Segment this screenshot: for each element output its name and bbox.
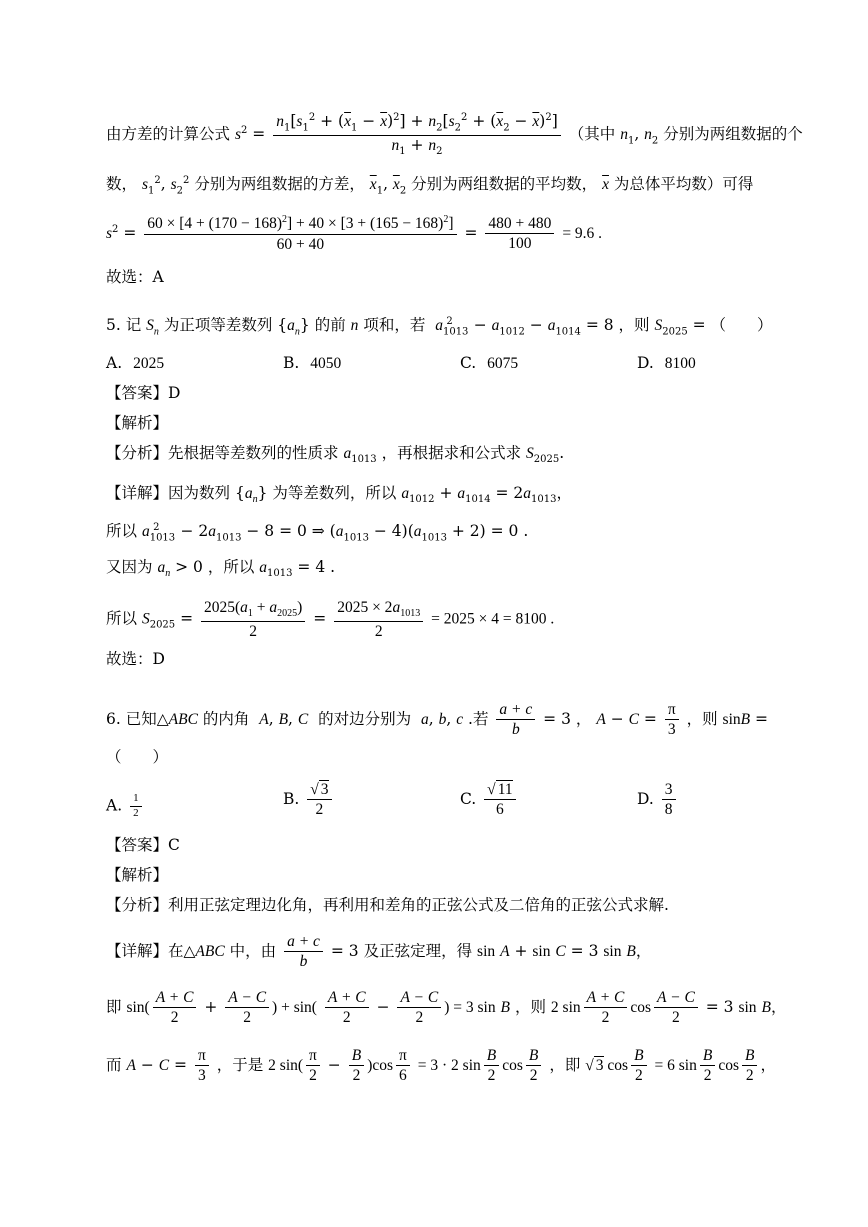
variance-formula-line: 由方差的计算公式 $s^2$ = $\frac{n_1[s_1^2 + (\overline{x}_1 - \overline{x})^2] + n_2[s_2^2 + (\overline{x}_2 - \overline{x})^2]}{n_1 + n_2}$ （其中 $n_1$, $n_2$ 分别为两组数据的个: [106, 112, 803, 157]
q5-option-a[interactable]: A. 2025: [106, 354, 165, 372]
q5-line4: 所以 $S_{2025}$ = $\frac{2025(a_1 + a_{2025})}{2}$ = $\frac{2025 \times 2a_{1013}}{2}$ = 2025 × 4 = 8100 .: [106, 599, 555, 640]
variance-note-line: 数， $s_1^2$, $s_2^2$ 分别为两组数据的方差， $\overline{x}_1$, $\overline{x}_2$ 分别为两组数据的平均数， $\overline{x}$ 为总体平均数）可得: [106, 175, 754, 197]
q5-line2: 所以 $a_{1013}^2 - 2a_{1013} - 8 = 0$ ⇒ $(a_{1013} - 4)(a_{1013} + 2) = 0$ .: [106, 522, 529, 544]
q5-answer: 【答案】D: [106, 384, 181, 402]
q6-stem: 6. 已知△ABC 的内角 A, B, C 的对边分别为 a, b, c .若 $\frac{a + c}{b}$ = 3 ， A − C = $\frac{\pi}{3}$ ，则 sinB =: [106, 701, 769, 739]
q5-option-c[interactable]: C. 6075: [460, 354, 519, 372]
q6-analysis-title: 【解析】: [106, 866, 169, 884]
variance-formula-fraction: $\frac{n_1[s_1^2 + (\overline{x}_1 - \overline{x})^2] + n_2[s_2^2 + (\overline{x}_2 - \overline{x})^2]}{n_1 + n_2}$: [273, 112, 561, 158]
q6-option-d[interactable]: D. $\frac{3}{8}$: [637, 780, 679, 820]
q5-xiangjie: 【详解】因为数列 $\{a_n\}$ 为等差数列，所以 $a_{1012} + a_{1014} = 2a_{1013}$，: [106, 484, 572, 506]
q6-fenxi: 【分析】利用正弦定理边化角，再利用和差角的正弦公式及二倍角的正弦公式求解.: [106, 896, 669, 914]
q6-xiangjie: 【详解】在△ABC 中，由 $\frac{a + c}{b}$ = 3 及正弦定理，得 sin A + sin C = 3 sin B，: [106, 933, 652, 971]
variance-result-line: $s^2$ = $\frac{60 \times [4 + (170 - 168)^2] + 40 \times [3 + (165 - 168)^2]}{60 + 40}$ = $\frac{480 + 480}{100}$ = 9.6 .: [106, 214, 603, 253]
q6-line2: 即 sin( $\frac{A + C}{2}$ + $\frac{A - C}{2}$ ) + sin( $\frac{A + C}{2}$ − $\frac{A - C}{2}$ ) = 3 sin B ，则 2 sin $\frac{A + C}{2}$ cos $\frac{A - C}{2}$ = 3 sin B，: [106, 989, 787, 1027]
q5-final: 故选：D: [106, 650, 165, 668]
q5-analysis-title: 【解析】: [106, 414, 169, 432]
q6-option-b[interactable]: B. $\frac{√ 3}{2}$: [283, 780, 335, 820]
q6-answer: 【答案】C: [106, 836, 180, 854]
q6-option-c[interactable]: C. $\frac{√ 11}{6}$: [460, 780, 519, 820]
q4-answer: 故选：A: [106, 268, 164, 286]
q5-fenxi: 【分析】先根据等差数列的性质求 $a_{1013}$ ，再根据求和公式求 $S_{2025}$.: [106, 444, 565, 466]
q6-line3: 而 A − C = $\frac{\pi}{3}$ ，于是 2 sin( $\frac{\pi}{2}$ − $\frac{B}{2}$ )cos $\frac{\pi}{6}$ = 3 · 2 sin $\frac{B}{2}$ cos $\frac{B}{2}$ ，即 √ 3 cos $\frac{B}{2}$ = 6 sin $\frac{B}{2}$ cos $\frac{B}{2}$ ，: [106, 1047, 776, 1085]
q6-paren: （ ）: [106, 748, 169, 766]
q5-option-d[interactable]: D. 8100: [637, 354, 696, 372]
q5-option-b[interactable]: B. 4050: [283, 354, 342, 372]
q5-stem: 5. 记 $S_n$ 为正项等差数列 $\{a_n\}$ 的前 n 项和，若 $a_{1013}^2 - a_{1012} - a_{1014} = 8$ ，则 $S_{2025}$ = （ ）: [106, 316, 773, 338]
q6-option-a[interactable]: A. $\frac{1}{2}$: [106, 792, 145, 821]
q5-line3: 又因为 $a_n > 0$ ，所以 $a_{1013} = 4$ .: [106, 558, 336, 580]
